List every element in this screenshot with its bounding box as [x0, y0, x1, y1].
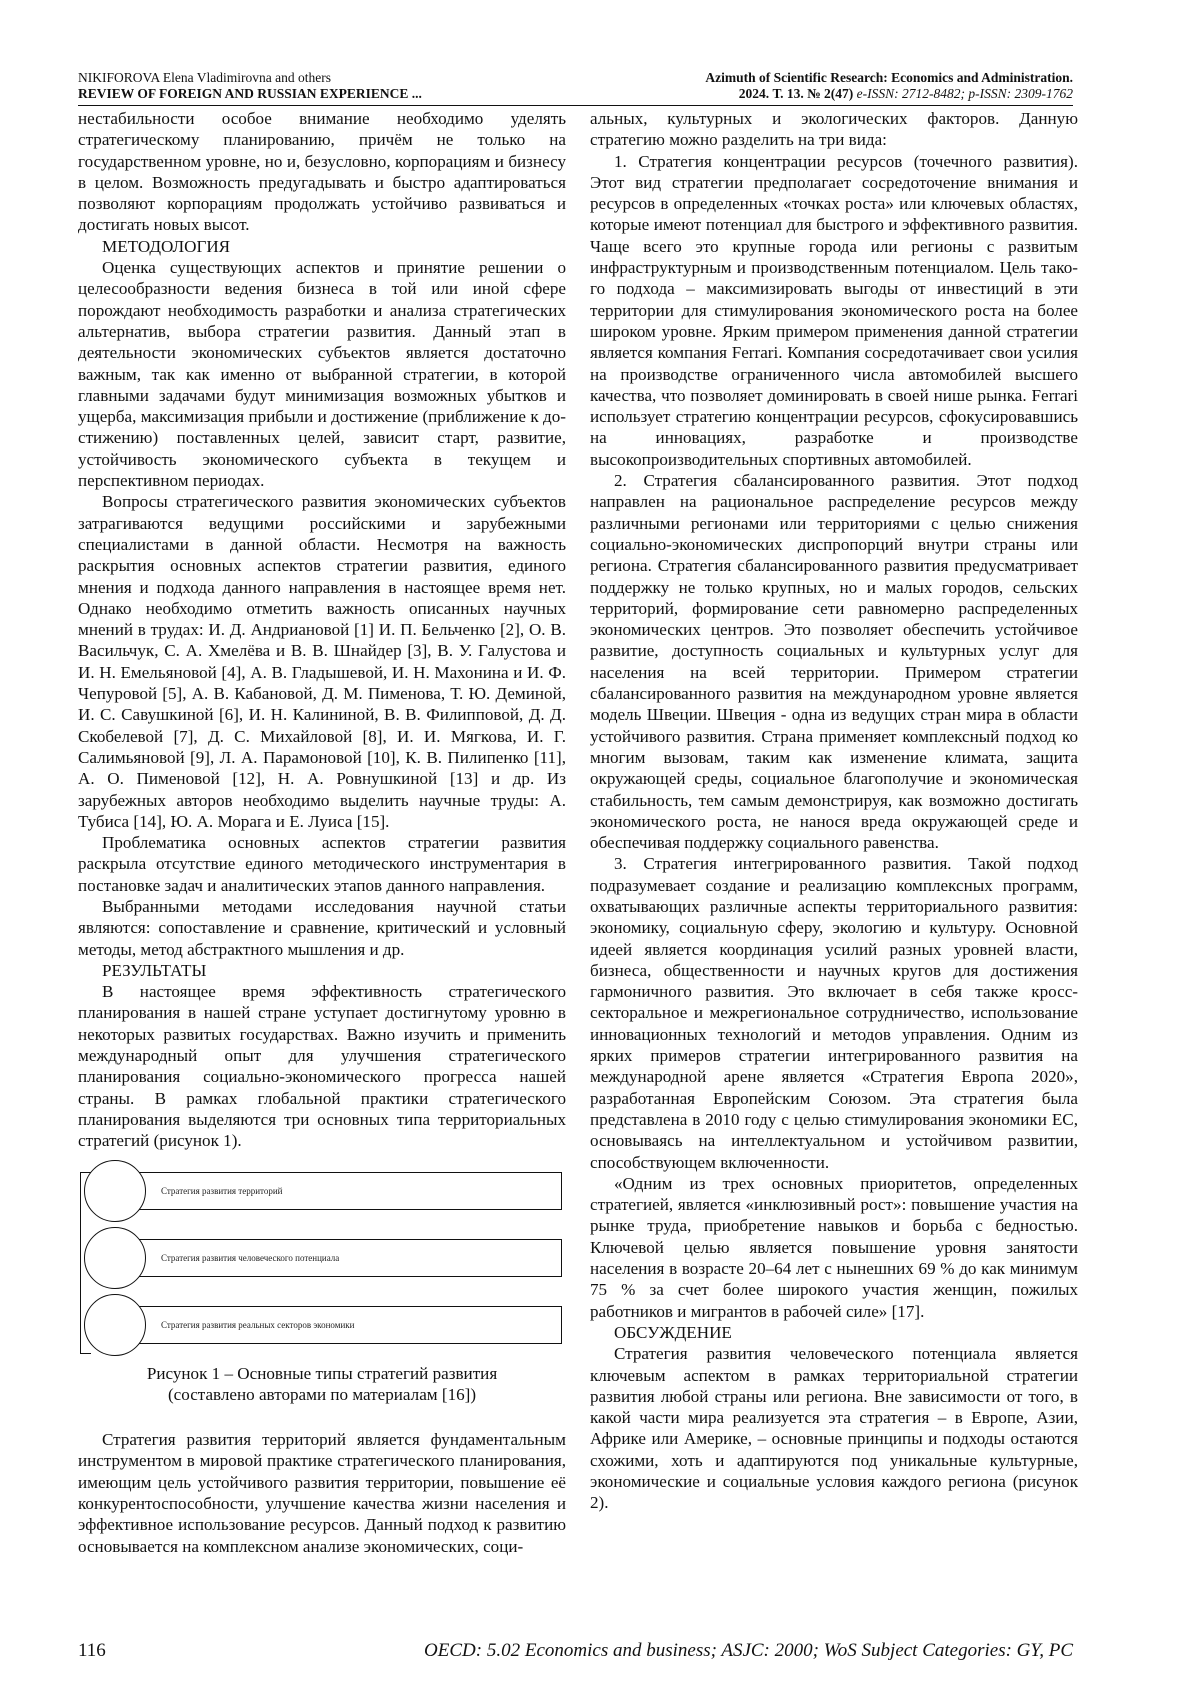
left-column: [78, 108, 566, 1557]
running-header-right: [705, 70, 1073, 102]
page-number: 116: [78, 1640, 106, 1661]
paragraph-methodology-1: Оценка существующих аспектов и принятие решении о целесообразности ведения бизнеса в той или иной сфере порождают необходимость разработки и анализа стратегических альтернатив, выбора стратегии развития. Данный этап в деятельности экономических субъектов является достаточно важным, так как именно от выбранной стратегии, в которой главными задачами будут минимизация возможных убытков и ущерба, максимизация прибыли и достижение (приближение к достижению) поставленных целей, зависит старт, развитие, устойчивость экономического субъекта в текущем и перспективном периодах.: [78, 258, 566, 491]
paragraph-quote: «Одним из трех основных приоритетов, определенных стратегией, является «инклюзивный рост»: повышение участия на рынке труда, приобретение навыков и борьба с бедностью. Ключевой целью является повышение уровня занятости населения в возрасте 20–64 лет с нынешних 69 % до как минимум 75 % за счет более широкого участия женщин, пожилых работников и мигрантов в рабочей силе» [17].: [590, 1173, 1078, 1321]
paragraph-continuation: альных, культурных и экологических факторов. Данную стратегию можно разделить на три вида:: [590, 109, 1078, 150]
section-heading-discussion: ОБСУЖДЕНИЕ: [614, 1322, 732, 1342]
paragraph-results-2: Стратегия развития территорий является фундаментальным инструментом в мировой практике стратегического планирования, имеющим цель устойчивого развития территории, повышение её конкурентоспособности, улучшение качества жизни населения и эффективное использование ресурсов. Данный подход к развитию основывается на комплексном анализе экономических, соци-: [78, 1430, 566, 1556]
header-authors: NIKIFOROVA Elena Vladimirovna and others: [78, 70, 331, 85]
section-heading-methodology: МЕТОДОЛОГИЯ: [102, 236, 231, 256]
footer-classification: OECD: 5.02 Economics and business; ASJC: 2000; WoS Subject Categories: GY, PC: [424, 1640, 1073, 1661]
figure-item-bar: Стратегия развития человеческого потенциала: [110, 1239, 562, 1277]
paragraph-methodology-4: Выбранными методами исследования научной статьи являются: сопоставление и сравнение, критический и условный методы, метод абстрактного мышления и др.: [78, 896, 566, 959]
paragraph-strategy-type-2: 2. Стратегия сбалансированного развития. Этот подход направлен на рациональное распределение ресурсов между различными регионами или территориями с целью снижения социально-экономических диспропорций внутри страны или региона. Стратегия сбалансированного развития предусматривает поддержку не только крупных, но и малых городов, сельских территорий, формирование сети равномерно распределенных экономических центров. Это позволяет обеспечить устойчивое развитие, доступность социальных и культурных услуг для населения на всей территории. Примером стратегии сбалансированного развития на международном уровне является модель Швеции. Швеция - одна из ведущих стран мира в области устойчивого развития. Страна применяет комплексный подход ко многим вызовам, таким как изменение климата, защита окружающей среды, социальное благополучие и экономическая стабильность, тем самым демонстрируя, как возможно достигать экономического роста, не нанося вреда окружающей среде и обеспечивая поддержку социального равенства.: [590, 471, 1078, 853]
paragraph-methodology-3: Проблематика основных аспектов стратегии развития раскрыла отсутствие единого методического инструментария в постановке задач и аналитических этапов данного направления.: [78, 833, 566, 895]
header-journal: Azimuth of Scientific Research: Economics and Administration.: [705, 70, 1073, 85]
figure-item-bar: Стратегия развития реальных секторов экономики: [110, 1306, 562, 1344]
paragraph-results-1: В настоящее время эффективность стратегического планирования в нашей стране уступает достигнутому уровню в некоторых развитых государствах. Важно изучить и применить международный опыт для улучшения стратегического планирования социально-экономического прогресса нашей страны. В рамках глобальной практики стратегического планирования выделяются три основных типа территориальных стратегий (рисунок 1).: [78, 982, 566, 1151]
header-divider: [78, 105, 1073, 106]
paragraph-strategy-type-3: 3. Стратегия интегрированного развития. Такой подход подразумевает создание и реализацию комплексных программ, охватывающих различные аспекты территориального развития: экономику, социальную сферу, экологию и культуру. Основной идеей является координация усилий разных уровней власти, бизнеса, общественности и научных кругов для достижения гармоничного развития. Это включает в себя также кросс-секторальное и межрегиональное сотрудничество, использование инновационных технологий и методов управления. Одним из ярких примеров стратегии интегрированного развития на международной арене является «Стратегия Европа 2020», разработанная Европейским Союзом. Эта стратегия была представлена в 2010 году с целью стимулирования экономики ЕС, основываясь на интеллектуальном и устойчивом развитии, способствующем включенности.: [590, 854, 1078, 1172]
figure-circle-marker: [84, 1160, 146, 1222]
figure-caption-line-2: (составлено авторами по материалам [16]): [167, 1384, 477, 1404]
section-heading-results: РЕЗУЛЬТАТЫ: [102, 960, 207, 980]
paragraph-discussion: Стратегия развития человеческого потенциала является ключевым аспектом в рамках территориальной стратегии развития любой страны или региона. Вне зависимости от того, в какой части мира реализуется эта стратегия – в Европе, Азии, Африке или Америке, – основные принципы и подходы остаются схожими, хоть и адаптируются под уникальные культурные, экономические и социальные условия каждого региона (рисунок 2).: [590, 1344, 1078, 1513]
paragraph-methodology-2: Вопросы стратегического развития экономических субъектов затрагиваются ведущими российскими и зарубежными специалистами в данной области. Несмотря на важность раскрытия основных аспектов стратегии развития, единого мнения и подхода данного направления в настоящее время нет. Однако необходимо отметить важность описанных научных мнений в трудах: И. Д. Андриановой [1] И. П. Бельченко [2], О. В. Васильчук, С. А. Хмелёва и В. В. Шнайдер [3], В. У. Галустова и И. Н. Емельяновой [4], А. В. Гладышевой, И. Н. Махонина и И. Ф. Чепуровой [5], А. В. Кабановой, Д. М. Пименова, Т. Ю. Деминой, И. С. Савушкиной [6], И. Н. Калининой, В. В. Филипповой, Д. Д. Скобелевой [7], Д. С. Михайловой [8], И. И. Мягкова, И. Г. Салимьяновой [9], Л. А. Парамоновой [10], К. В. Пилипенко [11], А. О. Пименовой [12], Н. А. Ровнушкиной [13] и др. Из зарубежных авторов необходимо выделить научные труды: А. Тубиса [14], Ю. А. Морага и Е. Луиса [15].: [78, 492, 566, 831]
header-issue: [705, 86, 1073, 102]
running-header-left: [78, 70, 422, 102]
header-title: REVIEW OF FOREIGN AND RUSSIAN EXPERIENCE ...: [78, 86, 422, 101]
figure-item-bar: Стратегия развития территорий: [110, 1172, 562, 1210]
figure-circle-marker: [84, 1294, 146, 1356]
paragraph-intro: нестабильности особое внимание необходимо уделять стратегическому планированию, причём не только на государственном уровне, но и, безусловно, корпорациям и бизнесу в целом. Возможность предугадывать и быстро адаптироваться позволяют корпорациям продолжать устойчиво развиваться и достигать новых высот.: [78, 109, 566, 235]
header-volume: 2024. Т. 13. № 2(47): [738, 86, 854, 101]
right-column: [590, 108, 1078, 1514]
figure-circle-marker: [84, 1227, 146, 1289]
figure-1-diagram: [78, 1164, 566, 1359]
paragraph-strategy-type-1: 1. Стратегия концентрации ресурсов (точечного развития). Этот вид стратегии предполагает сосредоточение внимания и ресурсов в определенных «точках роста» или ключевых областях, которые имеют потенциал для быстрого и эффективного развития. Чаще всего это крупные города или регионы с развитым инфраструктурным и производственным потенциалом. Цель такого подхода – максимизировать выгоды от инвестиций в эти территории для стимулирования экономического роста на более широком уровне. Ярким примером применения данной стратегии является компания Ferrari. Компания сосредотачивает свои усилия на производстве ограниченного числа автомобилей высшего качества, что позволяет доминировать в своей нише рынка. Ferrari использует стратегию концентрации ресурсов, сфокусировавшись на инновациях, разработке и производстве высокопроизводительных спортивных автомобилей.: [590, 151, 1078, 469]
header-issn: e-ISSN: 2712-8482; p-ISSN: 2309-1762: [853, 86, 1073, 101]
figure-caption-line-1: Рисунок 1 – Основные типы стратегий развития: [146, 1363, 498, 1383]
